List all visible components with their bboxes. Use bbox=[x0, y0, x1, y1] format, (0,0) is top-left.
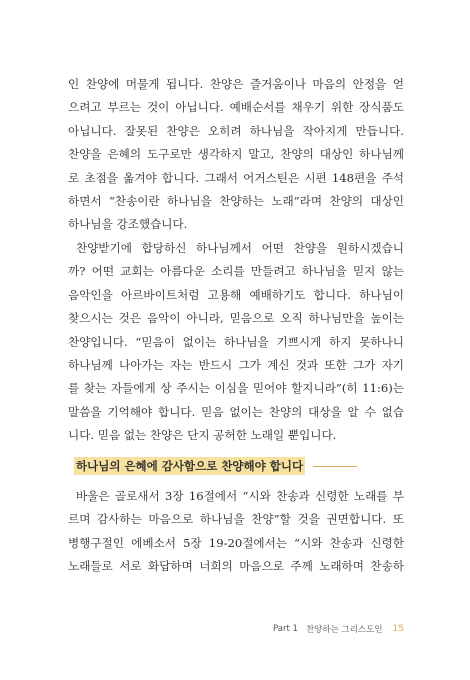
text-line: 아닙니다. 잘못된 찬양은 오히려 하나님을 작아지게 만듭니다. bbox=[68, 123, 404, 138]
text-line: 로 초점을 옮겨야 합니다. 그래서 어거스틴은 시편 148편을 주석 bbox=[68, 170, 404, 185]
text-line: 바울은 골로새서 3장 16절에서 “시와 찬송과 신령한 노래를 부 bbox=[76, 489, 404, 503]
text-line: 찬양입니다. “믿음이 없이는 하나님을 기쁘시게 하지 못하나니 bbox=[68, 334, 404, 349]
text-line: 병행구절인 에베소서 5장 19-20절에서는 “시와 찬송과 신령한 bbox=[68, 535, 404, 550]
text-line: 하면서 “찬송이란 하나님을 찬양하는 노래”라며 찬양의 대상인 bbox=[68, 193, 404, 208]
text-line: 니다. 믿음 없는 찬양은 단지 공허한 노래일 뿐입니다. bbox=[68, 428, 337, 443]
text-line: 인 찬양에 머물게 됩니다. 찬양은 즐거움이나 마음의 안정을 얻 bbox=[68, 77, 404, 91]
heading-divider bbox=[313, 466, 357, 467]
text-line: 까? 어떤 교회는 아름다운 소리를 만들려고 하나님을 믿지 않는 bbox=[68, 264, 404, 279]
paragraph-2 bbox=[68, 237, 404, 448]
text-line: 말씀을 기억해야 합니다. 믿음 없이는 찬양의 대상을 알 수 없습 bbox=[68, 404, 404, 419]
text-line: 찬양받기에 합당하신 하나님께서 어떤 찬양을 원하시겠습니 bbox=[76, 241, 404, 255]
text-line: 노래들로 서로 화답하며 너희의 마음으로 주께 노래하며 찬송하 bbox=[68, 559, 404, 574]
text-line: 찬양을 은혜의 도구로만 생각하지 말고, 찬양의 대상인 하나님께 bbox=[68, 147, 404, 162]
text-line: 하나님께 나아가는 자는 반드시 그가 계신 것과 또한 그가 자기 bbox=[68, 357, 404, 372]
page-footer bbox=[273, 621, 404, 637]
page-number: 15 bbox=[392, 624, 404, 634]
text-line: 르며 감사하는 마음으로 하나님을 찬양”할 것을 권면합니다. 또 bbox=[68, 512, 404, 527]
section-heading-text: 하나님의 은혜에 감사함으로 찬양해야 합니다 bbox=[76, 459, 304, 473]
footer-part-label: Part 1 bbox=[273, 624, 298, 634]
paragraph-3 bbox=[68, 485, 404, 579]
paragraph-1 bbox=[68, 73, 404, 237]
text-line: 찾으시는 것은 음악이 아니라, 믿음으로 오직 하나님만을 높이는 bbox=[68, 311, 404, 326]
text-line: 으려고 부르는 것이 아닙니다. 예배순서를 채우기 위한 장식품도 bbox=[68, 100, 404, 115]
text-line: 를 찾는 자들에게 상 주시는 이심을 믿어야 할지니라”(히 11:6)는 bbox=[68, 381, 404, 396]
section-heading bbox=[74, 456, 404, 476]
footer-book-title: 찬양하는 그리스도인 bbox=[305, 625, 383, 635]
text-line: 음악인을 아르바이트처럼 고용해 예배하기도 합니다. 하나님이 bbox=[68, 287, 404, 302]
text-line: 하나님을 강조했습니다. bbox=[68, 217, 188, 232]
